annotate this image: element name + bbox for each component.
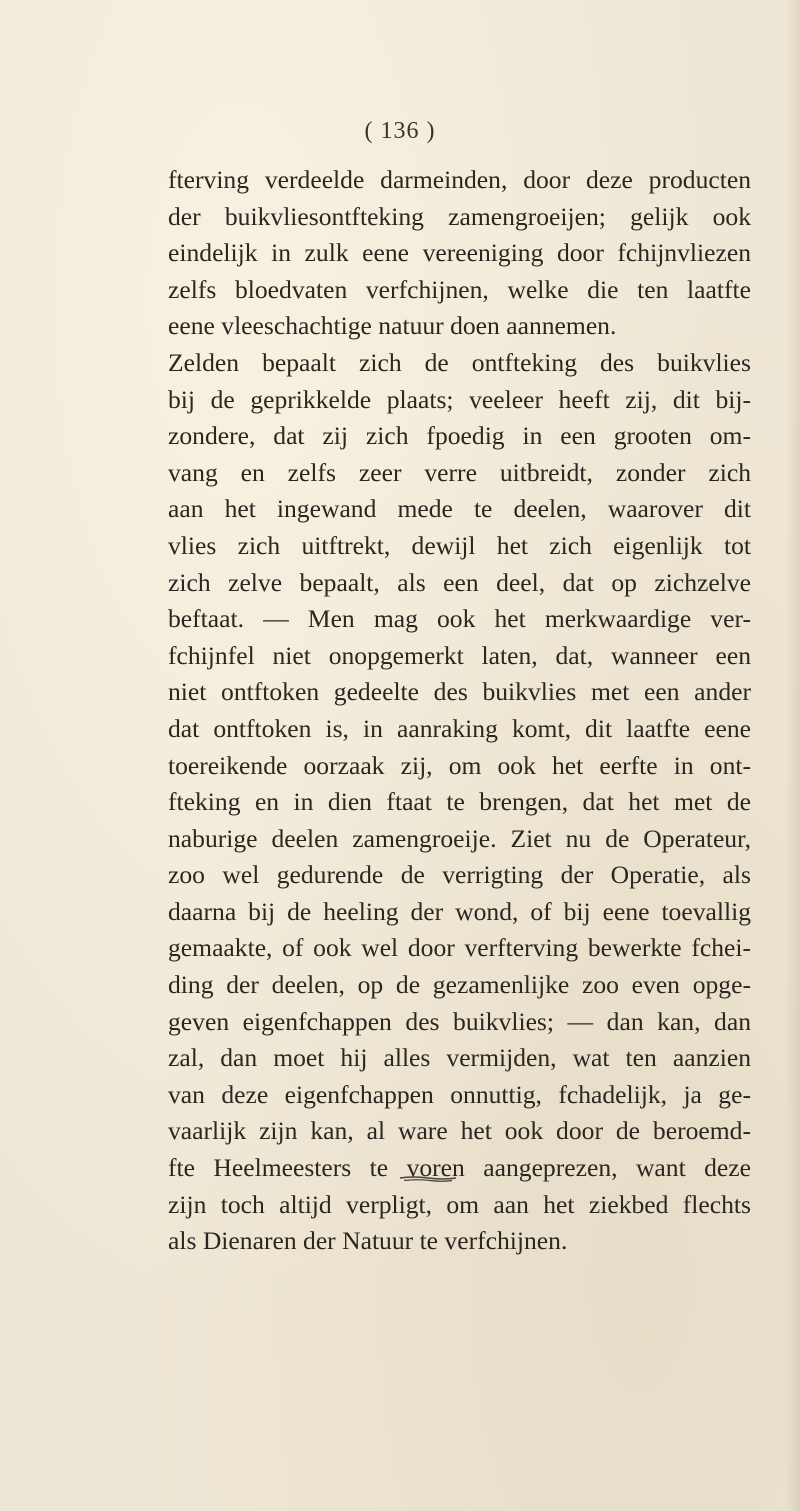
text-line: vaarlijk zijn kan, al ware het ook door de beroemd- [168, 1116, 751, 1146]
decorative-rule-icon [398, 1175, 458, 1183]
text-line: zoo wel gedurende de verrigting der Operatie, als [168, 860, 751, 890]
text-line: fteking en in dien ftaat te brengen, dat het met de [168, 787, 751, 817]
text-line: aan het ingewand mede te deelen, waarover dit [168, 494, 751, 524]
page-number: ( 136 ) [364, 118, 436, 144]
text-line: fte Heelmeesters te voren aangeprezen, want deze [168, 1153, 751, 1183]
text-line: ding der deelen, op de gezamenlijke zoo even opge- [168, 970, 751, 1000]
text-line: zal, dan moet hij alles vermijden, wat ten aanzien [168, 1043, 751, 1073]
text-line: fterving verdeelde darmeinden, door deze producten [168, 165, 751, 194]
text-line: eindelijk in zulk eene vereeniging door fchijnvliezen [168, 238, 751, 268]
body-text [168, 162, 751, 1260]
text-line: dat ontftoken is, in aanraking komt, dit laatfte eene [168, 713, 751, 743]
text-line: fchijnfel niet onopgemerkt laten, dat, wanneer een [168, 640, 751, 670]
text-line: bij de geprikkelde plaats; veeleer heeft zij, dit bij- [168, 384, 751, 414]
text-line: van deze eigenfchappen onnuttig, fchadelijk, ja ge- [168, 1079, 751, 1109]
text-line: gemaakte, of ook wel door verfterving bewerkte fchei- [168, 933, 751, 963]
text-line: zijn toch altijd verpligt, om aan het ziekbed flechts [168, 1189, 751, 1219]
text-line: daarna bij de heeling der wond, of bij eene toevallig [168, 896, 751, 926]
text-line: zelfs bloedvaten verfchijnen, welke die ten laatfte [168, 274, 751, 304]
text-line: zich zelve bepaalt, als een deel, dat op zichzelve [168, 567, 751, 597]
text-line: niet ontftoken gedeelte des buikvlies met een ander [168, 677, 751, 707]
text-line: der buikvliesontfteking zamengroeijen; gelijk ook [168, 201, 751, 231]
text-line: eene vleeschachtige natuur doen aannemen. [168, 311, 617, 341]
text-line: toereikende oorzaak zij, om ook het eerfte in ont- [168, 750, 751, 780]
text-line: vang en zelfs zeer verre uitbreidt, zonder zich [168, 457, 751, 487]
text-line: als Dienaren der Natuur te verfchijnen. [168, 1226, 568, 1256]
text-line: vlies zich uitftrekt, dewijl het zich eigenlijk tot [168, 530, 751, 560]
text-line: beftaat. — Men mag ook het merkwaardige ver- [168, 604, 751, 634]
text-line: zondere, dat zij zich fpoedig in een grooten om- [168, 421, 751, 451]
text-line: geven eigenfchappen des buikvlies; — dan kan, dan [168, 1006, 751, 1036]
page-edge-shadow [786, 0, 800, 1511]
text-line: Zelden bepaalt zich de ontfteking des buikvlies [168, 347, 751, 377]
text-line: naburige deelen zamengroeije. Ziet nu de Operateur, [168, 823, 751, 853]
